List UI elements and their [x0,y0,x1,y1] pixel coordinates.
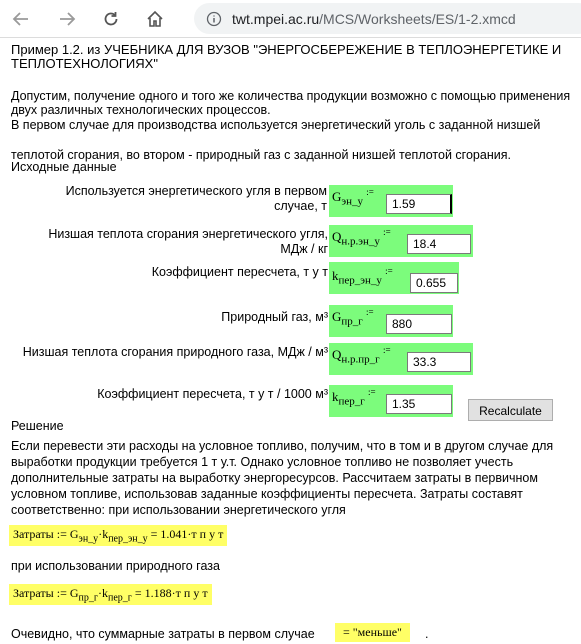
browser-toolbar [0,0,581,38]
var-k-gas: $k_{пер\_г}$ := [332,387,376,408]
var-k-coal: $k_{пер\_эн\_у}$ := [332,266,393,287]
url-path: /MCS/Worksheets/ES/1-2.xmcd [319,10,516,27]
coal-heat-input[interactable] [407,234,471,254]
var-q-coal: $Q_{н.р.эн\_у}$ := [332,227,391,248]
result-gas-formula: Затраты := $G_{пр\_г}\cdot k_{пер\_г} = 1.188\cdot т$ п у т [9,584,212,605]
gas-text: при использовании природного газа [11,559,220,573]
gas-amount-input[interactable] [386,314,452,334]
var-g-coal: $G_{эн\_у}$ := [332,187,374,208]
forward-arrow-icon [58,10,76,28]
back-arrow-icon [12,10,30,28]
worksheet-content [0,37,581,644]
info-icon[interactable] [206,11,222,27]
result-gas-value: 1.188 [144,586,172,600]
conclusion-period: . [425,627,429,641]
section-solution-heading: Решение [11,419,64,433]
forward-button[interactable] [55,7,79,31]
input-label-gas-heat: Низшая теплота сгорания природного газа, МДж / м³ [22,345,328,359]
var-q-gas: $Q_{н.р.пр\_г}$ := [332,345,391,366]
home-button[interactable] [143,7,167,31]
gas-coef-input[interactable] [386,394,452,414]
intro-paragraph-3: теплотой сгорания, во втором - природный газ с заданной низшей теплотой сгорания. [11,148,511,162]
input-label-coal-coef: Коэффициент пересчета, т у т [151,265,328,279]
input-label-coal-heat: Низшая теплота сгорания энергетического угля, МДж / кг [48,227,328,256]
address-bar[interactable] [194,3,581,34]
section-input-heading: Исходные данные [11,160,117,174]
input-label-gas-amount: Природный газ, м³ [221,310,328,324]
back-button[interactable] [9,7,33,31]
recalculate-button[interactable]: Recalculate [468,399,553,421]
gas-heat-input[interactable] [407,352,471,372]
url-host: twt.mpei.ac.ru [232,10,320,27]
var-g-gas: $G_{пр\_г}$ := [332,307,374,328]
intro-paragraph-2: В первом случае для производства используется энергетический уголь с заданной низшей [11,118,541,132]
solution-paragraph: Если перевести эти расходы на условное топливо, получим, что в том и в другом случае для выработки продукции требуется 1 т у.т. Однако условное топливо не позволяет учесть дополнительные затраты на выработку энергоресурсов. Рассчитаем затраты в первичном условном топливе, использовав заданные коэффициенты пересчета. Затраты составят соответственно: при использовании энергетического угля [11,439,554,517]
conclusion-value: = "меньше" [335,623,410,642]
coal-amount-input[interactable] [386,194,452,214]
home-icon [146,10,164,28]
input-label-coal-amount: Используется энергетического угля в первом случае, т [65,184,327,213]
reload-button[interactable] [99,7,123,31]
result-coal-value: 1.041 [160,527,188,541]
reload-icon [102,10,120,28]
input-label-gas-coef: Коэффициент пересчета, т у т / 1000 м³ [97,387,328,401]
page-title: Пример 1.2. из УЧЕБНИКА ДЛЯ ВУЗОВ "ЭНЕРГОСБЕРЕЖЕНИЕ В ТЕПЛОЭНЕРГЕТИКЕ И ТЕПЛОТЕХНОЛОГИЯХ" [11,42,562,71]
url-text [232,11,516,27]
coal-coef-input[interactable] [410,273,458,293]
intro-paragraph-1: Допустим, получение одного и того же количества продукции возможно с помощью применения двух различных технологических процессов. [11,89,571,117]
result-coal-formula: Затраты := $G_{эн\_у}\cdot k_{пер\_эн\_у} = 1.041\cdot т$ п у т [9,525,227,546]
conclusion-text: Очевидно, что суммарные затраты в первом случае [11,627,315,641]
